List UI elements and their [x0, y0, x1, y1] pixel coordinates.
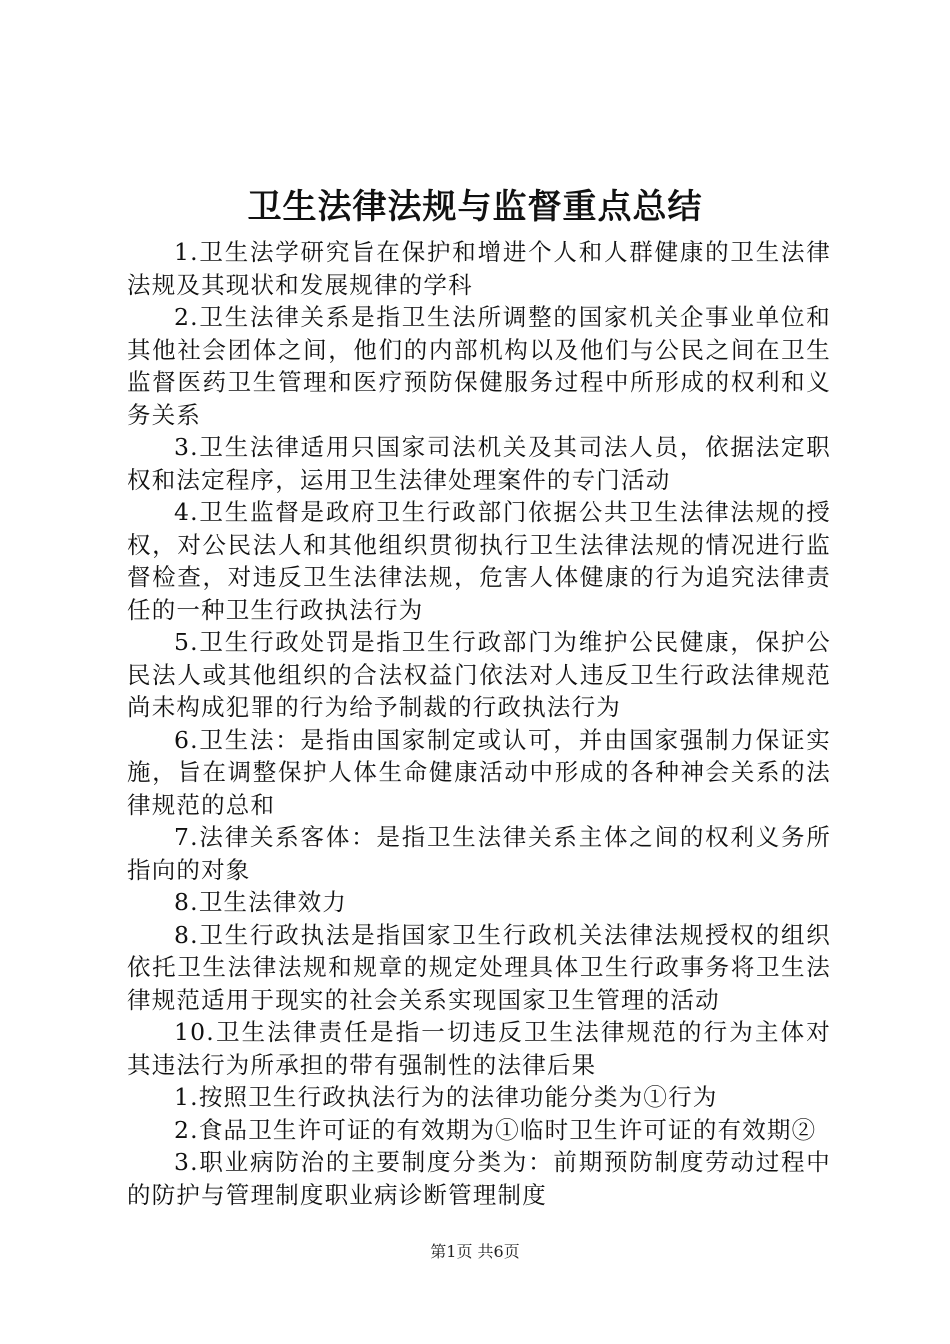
paragraph: 2.卫生法律关系是指卫生法所调整的国家机关企事业单位和其他社会团体之间，他们的内部机构以及他们与公民之间在卫生监督医药卫生管理和医疗预防保健服务过程中所形成的权利和义务关系 [127, 303, 831, 429]
paragraph: 3.卫生法律适用只国家司法机关及其司法人员，依据法定职权和法定程序，运用卫生法律处理案件的专门活动 [127, 433, 831, 494]
paragraph: 8.卫生行政执法是指国家卫生行政机关法律法规授权的组织依托卫生法律法规和规章的规定处理具体卫生行政事务将卫生法律规范适用于现实的社会关系实现国家卫生管理的活动 [127, 920, 831, 1014]
paragraph: 7.法律关系客体：是指卫生法律关系主体之间的权利义务所指向的对象 [127, 823, 831, 884]
paragraph: 5.卫生行政处罚是指卫生行政部门为维护公民健康，保护公民法人或其他组织的合法权益门依法对人违反卫生行政法律规范尚未构成犯罪的行为给予制裁的行政执法行为 [127, 628, 831, 721]
paragraph: 2.食品卫生许可证的有效期为①临时卫生许可证的有效期② [174, 1115, 817, 1144]
paragraph: 3.职业病防治的主要制度分类为：前期预防制度劳动过程中的防护与管理制度职业病诊断管理制度 [127, 1148, 831, 1209]
paragraph: 1.按照卫生行政执法行为的法律功能分类为①行为 [174, 1083, 718, 1111]
paragraph: 4.卫生监督是政府卫生行政部门依据公共卫生法律法规的授权，对公民法人和其他组织贯彻执行卫生法律法规的情况进行监督检查，对违反卫生法律法规，危害人体健康的行为追究法律责任的一种卫生行政执法行为 [127, 498, 831, 624]
document-body [127, 236, 831, 1211]
paragraph: 1.卫生法学研究旨在保护和增进个人和人群健康的卫生法律法规及其现状和发展规律的学科 [127, 238, 831, 299]
paragraph: 6.卫生法：是指由国家制定或认可，并由国家强制力保证实施，旨在调整保护人体生命健康活动中形成的各种神会关系的法律规范的总和 [127, 725, 831, 819]
paragraph: 10.卫生法律责任是指一切违反卫生法律规范的行为主体对其违法行为所承担的带有强制性的法律后果 [127, 1018, 831, 1079]
paragraph: 8.卫生法律效力 [174, 888, 348, 916]
page-footer: 第1页 共6页 [430, 1242, 520, 1261]
document-title: 卫生法律法规与监督重点总结 [247, 187, 703, 227]
